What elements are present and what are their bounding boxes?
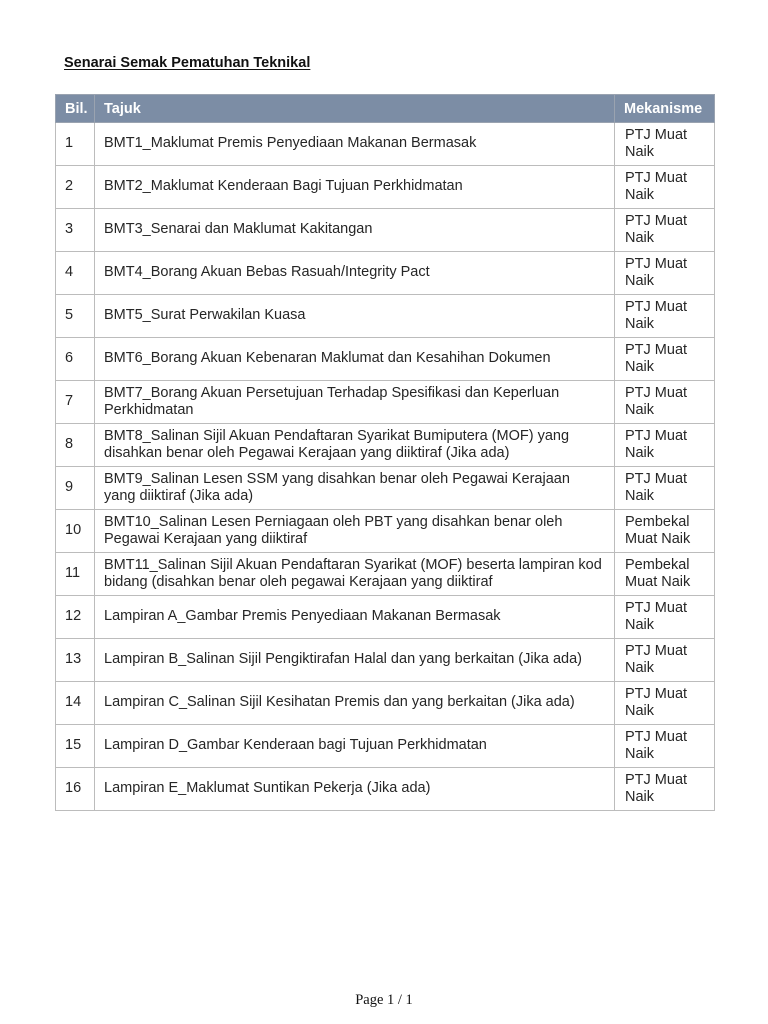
- row-number-cell: 12: [56, 596, 95, 639]
- table-row: [56, 338, 715, 381]
- row-number-cell: 8: [56, 424, 95, 467]
- row-mechanism-cell: PTJ Muat Naik: [615, 123, 715, 166]
- row-mechanism-cell: PTJ Muat Naik: [615, 252, 715, 295]
- header-bil: Bil.: [56, 95, 95, 123]
- header-mekanisme: Mekanisme: [615, 95, 715, 123]
- row-title-cell: Lampiran C_Salinan Sijil Kesihatan Premis dan yang berkaitan (Jika ada): [95, 682, 615, 725]
- table-row: [56, 639, 715, 682]
- row-number-cell: 1: [56, 123, 95, 166]
- row-number-cell: 13: [56, 639, 95, 682]
- page-number: Page 1 / 1: [355, 992, 413, 1008]
- document-title: Senarai Semak Pematuhan Teknikal: [64, 55, 311, 71]
- row-number-cell: 7: [56, 381, 95, 424]
- table-row: [56, 295, 715, 338]
- row-title-cell: Lampiran E_Maklumat Suntikan Pekerja (Jika ada): [95, 768, 615, 811]
- row-number-cell: 14: [56, 682, 95, 725]
- row-mechanism-cell: PTJ Muat Naik: [615, 209, 715, 252]
- row-title-cell: Lampiran A_Gambar Premis Penyediaan Makanan Bermasak: [95, 596, 615, 639]
- row-mechanism-cell: PTJ Muat Naik: [615, 768, 715, 811]
- table-header: [56, 95, 715, 123]
- row-mechanism-cell: PTJ Muat Naik: [615, 424, 715, 467]
- row-title-cell: Lampiran B_Salinan Sijil Pengiktirafan Halal dan yang berkaitan (Jika ada): [95, 639, 615, 682]
- row-mechanism-cell: PTJ Muat Naik: [615, 639, 715, 682]
- header-tajuk: Tajuk: [95, 95, 615, 123]
- row-mechanism-cell: Pembekal Muat Naik: [615, 510, 715, 553]
- table-row: [56, 596, 715, 639]
- row-title-cell: BMT2_Maklumat Kenderaan Bagi Tujuan Perkhidmatan: [95, 166, 615, 209]
- row-title-cell: BMT4_Borang Akuan Bebas Rasuah/Integrity Pact: [95, 252, 615, 295]
- row-mechanism-cell: PTJ Muat Naik: [615, 682, 715, 725]
- row-mechanism-cell: PTJ Muat Naik: [615, 725, 715, 768]
- row-title-cell: BMT9_Salinan Lesen SSM yang disahkan benar oleh Pegawai Kerajaan yang diiktiraf (Jika ada): [95, 467, 615, 510]
- row-mechanism-cell: PTJ Muat Naik: [615, 467, 715, 510]
- row-mechanism-cell: PTJ Muat Naik: [615, 596, 715, 639]
- table-row: [56, 725, 715, 768]
- row-number-cell: 4: [56, 252, 95, 295]
- row-title-cell: BMT11_Salinan Sijil Akuan Pendaftaran Syarikat (MOF) beserta lampiran kod bidang (disahkan benar oleh pegawai Kerajaan yang diiktiraf: [95, 553, 615, 596]
- row-title-cell: BMT7_Borang Akuan Persetujuan Terhadap Spesifikasi dan Keperluan Perkhidmatan: [95, 381, 615, 424]
- row-number-cell: 2: [56, 166, 95, 209]
- row-title-cell: BMT8_Salinan Sijil Akuan Pendaftaran Syarikat Bumiputera (MOF) yang disahkan benar oleh Pegawai Kerajaan yang diiktiraf (Jika ada): [95, 424, 615, 467]
- row-title-cell: BMT1_Maklumat Premis Penyediaan Makanan Bermasak: [95, 123, 615, 166]
- row-number-cell: 5: [56, 295, 95, 338]
- table-row: [56, 768, 715, 811]
- row-title-cell: BMT3_Senarai dan Maklumat Kakitangan: [95, 209, 615, 252]
- table-row: [56, 553, 715, 596]
- row-number-cell: 16: [56, 768, 95, 811]
- table-body: [56, 123, 715, 811]
- row-mechanism-cell: PTJ Muat Naik: [615, 166, 715, 209]
- table-row: [56, 682, 715, 725]
- header-row: [56, 95, 715, 123]
- row-number-cell: 10: [56, 510, 95, 553]
- row-title-cell: BMT6_Borang Akuan Kebenaran Maklumat dan Kesahihan Dokumen: [95, 338, 615, 381]
- checklist-table: [55, 94, 715, 811]
- row-title-cell: Lampiran D_Gambar Kenderaan bagi Tujuan Perkhidmatan: [95, 725, 615, 768]
- table-row: [56, 209, 715, 252]
- table-row: [56, 123, 715, 166]
- row-mechanism-cell: PTJ Muat Naik: [615, 338, 715, 381]
- table-row: [56, 381, 715, 424]
- row-number-cell: 9: [56, 467, 95, 510]
- table-row: [56, 166, 715, 209]
- table-row: [56, 510, 715, 553]
- row-mechanism-cell: PTJ Muat Naik: [615, 295, 715, 338]
- row-number-cell: 6: [56, 338, 95, 381]
- row-mechanism-cell: PTJ Muat Naik: [615, 381, 715, 424]
- row-title-cell: BMT10_Salinan Lesen Perniagaan oleh PBT yang disahkan benar oleh Pegawai Kerajaan yang diiktiraf: [95, 510, 615, 553]
- table-row: [56, 424, 715, 467]
- table-row: [56, 467, 715, 510]
- row-title-cell: BMT5_Surat Perwakilan Kuasa: [95, 295, 615, 338]
- table-row: [56, 252, 715, 295]
- row-mechanism-cell: Pembekal Muat Naik: [615, 553, 715, 596]
- row-number-cell: 3: [56, 209, 95, 252]
- row-number-cell: 11: [56, 553, 95, 596]
- row-number-cell: 15: [56, 725, 95, 768]
